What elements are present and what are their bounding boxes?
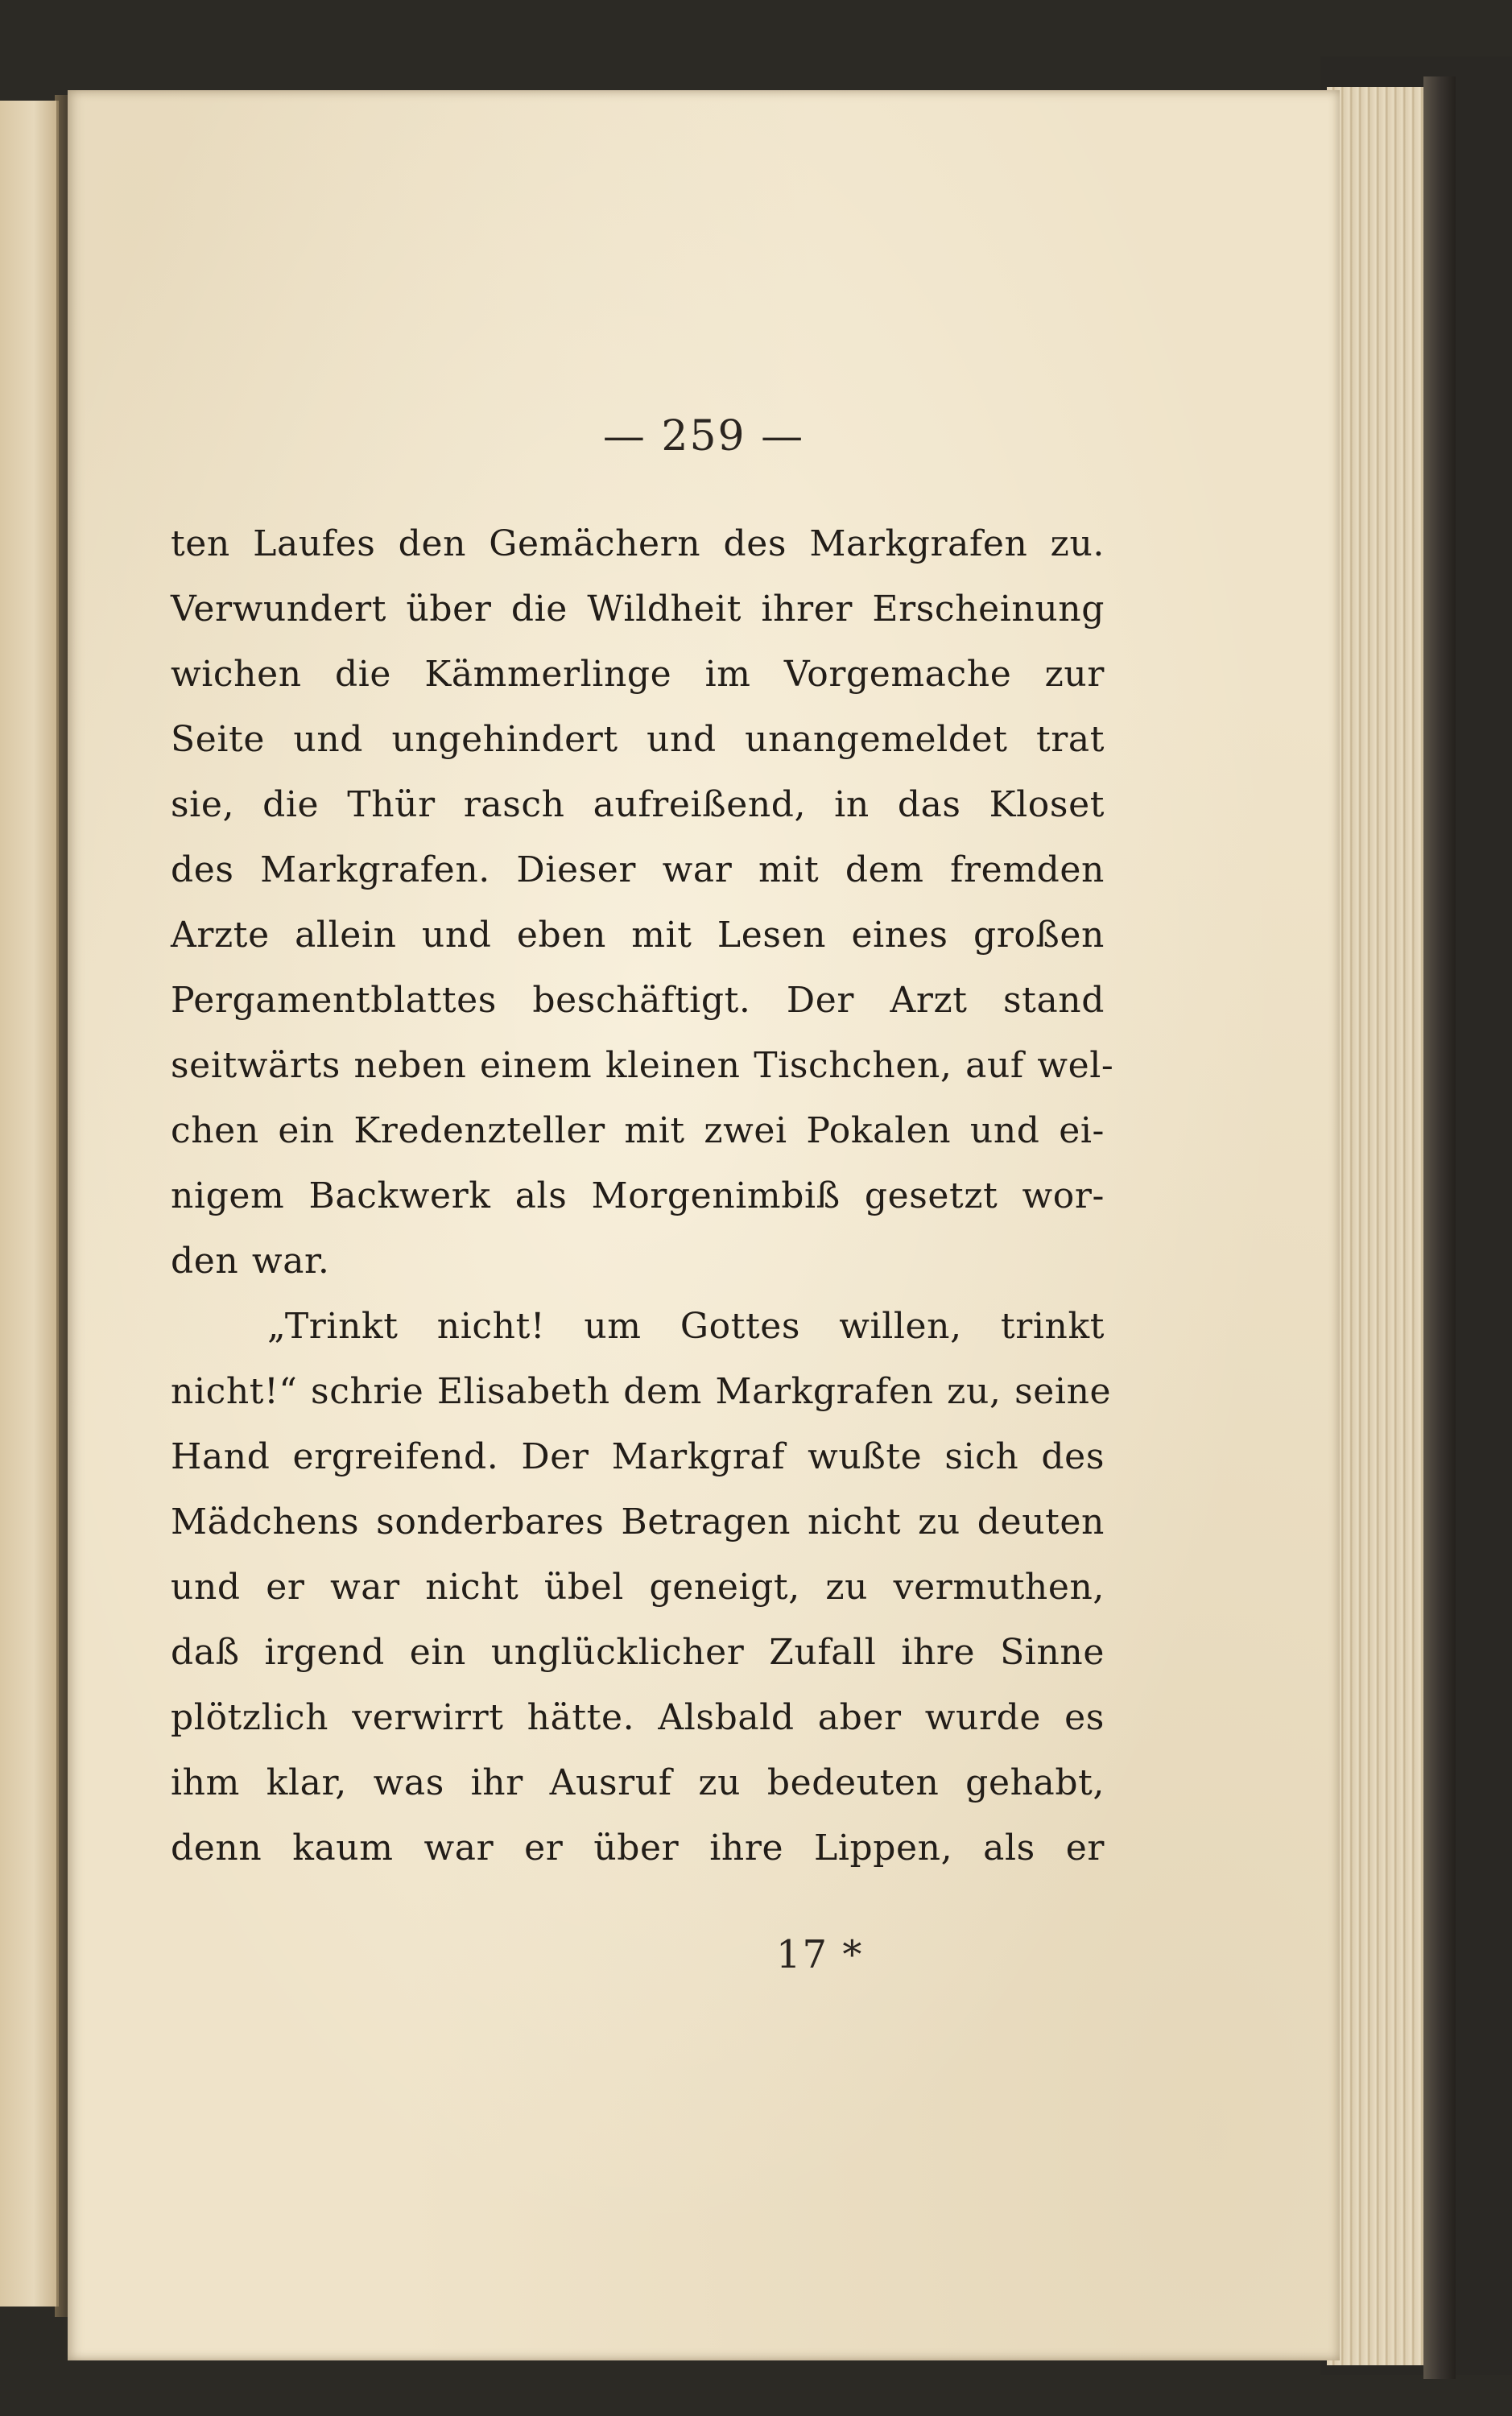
text-line: Seite und ungehindert und unangemeldet trat [171,719,1105,760]
book-page [68,90,1340,2360]
facing-page-edge [0,101,59,2307]
text-line: nigem Backwerk als Morgenimbiß gesetzt wor- [171,1175,1105,1216]
text-line: Pergamentblattes beschäftigt. Der Arzt stand [171,980,1105,1021]
text-line: den war. [171,1241,330,1282]
text-line: nicht!“ schrie Elisabeth dem Markgrafen zu, seine [171,1371,1112,1412]
text-line: sie, die Thür rasch aufreißend, in das Kloset [171,784,1105,825]
text-line: des Markgrafen. Dieser war mit dem fremden [171,849,1105,890]
text-line: wichen die Kämmerlinge im Vorgemache zur [171,654,1105,695]
text-line: „Trinkt nicht! um Gottes willen, trinkt [267,1306,1105,1347]
text-line: seitwärts neben einem kleinen Tischchen, auf wel- [171,1045,1114,1086]
text-line: Mädchens sonderbares Betragen nicht zu deuten [171,1501,1105,1543]
text-line: ten Laufes den Gemächern des Markgrafen zu. [171,523,1105,564]
text-line: Arzte allein und eben mit Lesen eines großen [171,915,1105,956]
page-edges [1327,87,1427,2365]
page-number: — 259 — [602,412,805,460]
text-line: daß irgend ein unglücklicher Zufall ihre Sinne [171,1632,1105,1673]
text-line: ihm klar, was ihr Ausruf zu bedeuten gehabt, [171,1762,1105,1803]
text-line: Verwundert über die Wildheit ihrer Erscheinung [171,589,1105,630]
text-line: Hand ergreifend. Der Markgraf wußte sich des [171,1436,1105,1477]
text-line: denn kaum war er über ihre Lippen, als er [171,1827,1105,1869]
text-line: chen ein Kredenzteller mit zwei Pokalen und ei- [171,1110,1105,1151]
text-line: plötzlich verwirrt hätte. Alsbald aber wurde es [171,1697,1105,1738]
body-text [171,511,1114,1881]
signature-mark: 17 * [776,1932,864,1977]
cover-board-edge [1423,76,1456,2379]
text-line: und er war nicht übel geneigt, zu vermuthen, [171,1567,1105,1608]
